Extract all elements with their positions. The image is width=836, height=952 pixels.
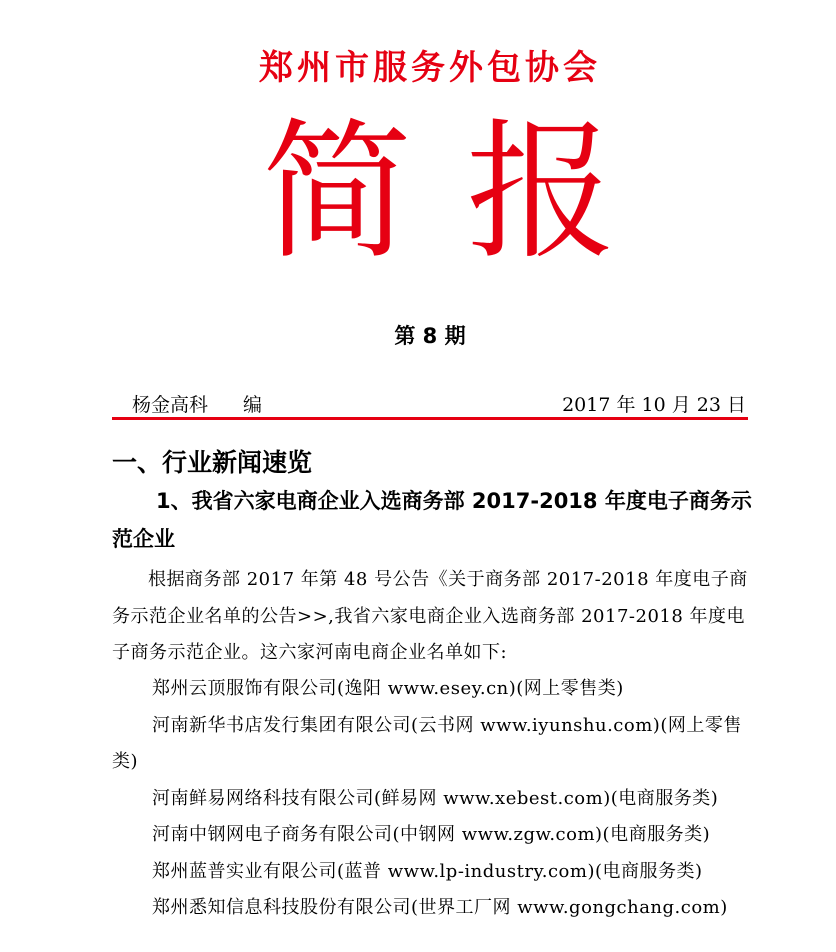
company-item: 郑州云顶服饰有限公司(逸阳 www.esey.cn)(网上零售类)	[152, 678, 624, 699]
article-paragraph: 根据商务部 2017 年第 48 号公告《关于商务部 2017-2018 年度电子商务示范企业名单的公告>>,我省六家电商企业入选商务部 2017-2018 年度电子商务示范企业。这六家河南电商企业名单如下:	[112, 569, 748, 663]
section-heading: 一、行业新闻速览	[112, 448, 313, 477]
issue-number: 第 8 期	[394, 324, 466, 348]
edit-label: 编	[243, 394, 263, 416]
article-headline: 1、我省六家电商企业入选商务部 2017-2018 年度电子商务示范企业	[112, 489, 752, 551]
company-item: 郑州蓝普实业有限公司(蓝普 www.lp-industry.com)(电商服务类)	[152, 860, 703, 882]
company-list	[112, 671, 756, 927]
bulletin-title-char-1: 简	[262, 106, 413, 280]
bulletin-title-char-2: 报	[466, 106, 617, 280]
editor-name: 杨金高科	[132, 394, 209, 416]
organization-name: 郑州市服务外包协会	[259, 48, 601, 88]
byline-row	[112, 388, 748, 418]
company-item: 河南鲜易网络科技有限公司(鲜易网 www.xebest.com)(电商服务类)	[152, 787, 719, 809]
company-item: 郑州悉知信息科技股份有限公司(世界工厂网 www.gongchang.com)	[152, 897, 728, 918]
red-divider	[112, 417, 748, 420]
company-item: 河南中钢网电子商务有限公司(中钢网 www.zgw.com)(电商服务类)	[152, 824, 711, 845]
company-item: 河南新华书店发行集团有限公司(云书网 www.iyunshu.com)(网上零售类)	[112, 714, 742, 772]
issue-date: 2017 年 10 月 23 日	[562, 394, 746, 416]
